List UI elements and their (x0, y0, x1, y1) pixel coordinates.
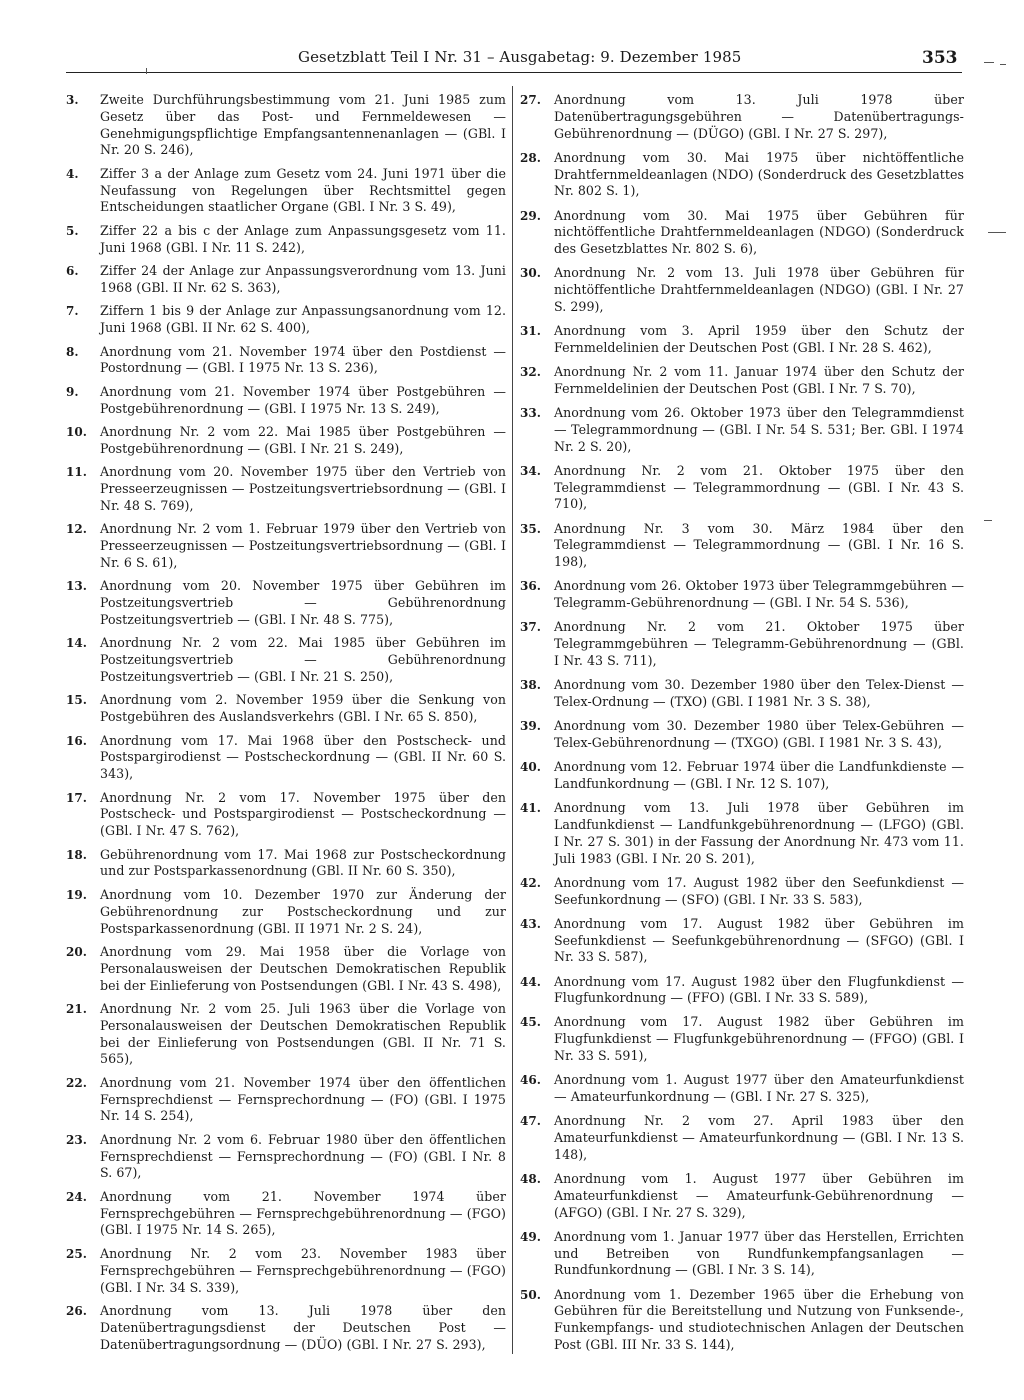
list-item (520, 759, 964, 793)
list-item (66, 424, 506, 458)
item-text: Anordnung vom 29. Mai 1958 über die Vorlage von Personalausweisen der Deutschen Demokratischen Republik bei der Einlieferung von Postsendungen (GBl. I Nr. 43 S. 498), (100, 943, 506, 993)
list-item (520, 1113, 964, 1163)
column-divider (512, 86, 513, 1354)
item-text: Anordnung Nr. 2 vom 22. Mai 1985 über Postgebühren — Postgebührenordnung — (GBl. I Nr. 21 S. 249), (100, 424, 506, 456)
page-header (0, 48, 1024, 72)
item-text: Anordnung vom 30. Dezember 1980 über Telex-Gebühren — Telex-Gebührenordnung — (TXGO) (GBl. I 1981 Nr. 3 S. 43), (554, 718, 964, 750)
list-item (520, 1171, 964, 1221)
list-item (66, 692, 506, 726)
list-item (520, 265, 964, 315)
item-number: 34. (520, 463, 541, 478)
item-number: 4. (66, 166, 79, 181)
item-text: Anordnung vom 21. November 1974 über Postgebühren — Postgebührenordnung — (GBl. I 1975 Nr. 13 S. 249), (100, 383, 506, 416)
item-number: 22. (66, 1075, 87, 1090)
item-number: 3. (66, 93, 79, 107)
item-text: Anordnung vom 17. Mai 1968 über den Postscheck- und Postspargirodienst — Postscheckordnung — (GBl. II Nr. 60 S. 343), (100, 732, 506, 782)
list-item (66, 635, 506, 685)
item-number: 12. (66, 522, 87, 537)
item-number: 26. (66, 1303, 87, 1318)
list-item (66, 303, 506, 337)
item-text: Anordnung Nr. 2 vom 21. Oktober 1975 über Telegrammgebühren — Telegramm-Gebührenordnung — (GBl. I Nr. 43 S. 711), (554, 619, 964, 669)
list-item (520, 875, 964, 909)
item-text: Anordnung Nr. 2 vom 1. Februar 1979 über den Vertrieb von Presseerzeugnissen — Postzeitungsvertriebsordnung — (GBl. I Nr. 6 S. 61), (100, 521, 506, 570)
item-text: Anordnung vom 30. Dezember 1980 über den Telex-Dienst — Telex-Ordnung — (TXO) (GBl. I 1981 Nr. 3 S. 38), (554, 677, 964, 709)
item-text: Anordnung Nr. 2 vom 25. Juli 1963 über die Vorlage von Personalausweisen der Deutschen Demokratischen Republik bei der Einlieferung von Postsendungen (GBl. II Nr. 71 S. 565), (100, 1000, 506, 1067)
item-text: Anordnung vom 12. Februar 1974 über die Landfunkdienste — Landfunkordnung — (GBl. I Nr. 12 S. 107), (554, 759, 964, 791)
item-text: Anordnung vom 2. November 1959 über die Senkung von Postgebühren des Auslandsverkehrs (GBl. I Nr. 65 S. 850), (100, 692, 506, 725)
item-text: Anordnung vom 30. Mai 1975 über Gebühren für nichtöffentliche Drahtfernmeldeanlagen (NDGO) (Sonderdruck des Gesetzblattes Nr. 802 S. 6), (554, 207, 964, 257)
list-item (520, 405, 964, 455)
item-number: 8. (66, 344, 79, 359)
list-item (520, 521, 964, 571)
item-text: Gebührenordnung vom 17. Mai 1968 zur Postscheckordnung und zur Postsparkassenordnung (GBl. II Nr. 60 S. 350), (100, 846, 506, 879)
item-text: Anordnung vom 17. August 1982 über Gebühren im Flugfunkdienst — Flugfunkgebührenordnung — (FFGO) (GBl. I Nr. 33 S. 591), (554, 1014, 964, 1064)
list-item (66, 1246, 506, 1296)
item-text: Anordnung vom 26. Oktober 1973 über Telegrammgebühren — Telegramm-Gebührenordnung — (GBl. I Nr. 54 S. 536), (554, 578, 964, 611)
list-item (66, 166, 506, 216)
item-number: 28. (520, 150, 541, 165)
list-item (66, 1132, 506, 1182)
list-item (66, 944, 506, 994)
list-item (520, 677, 964, 711)
list-item (520, 92, 964, 142)
list-item (520, 323, 964, 357)
list-item (520, 364, 964, 398)
item-text: Anordnung Nr. 2 vom 11. Januar 1974 über den Schutz der Fernmeldelinien der Deutschen Post (GBl. I Nr. 7 S. 70), (554, 364, 964, 396)
item-number: 18. (66, 847, 87, 862)
item-text: Anordnung vom 10. Dezember 1970 zur Änderung der Gebührenordnung zur Postscheckordnung und zur Postsparkassenordnung (GBl. II 1971 Nr. 2 S. 24), (100, 886, 506, 936)
item-number: 9. (66, 384, 79, 399)
item-number: 6. (66, 264, 79, 279)
header-title: Gesetzblatt Teil I Nr. 31 – Ausgabetag: 9. Dezember 1985 (298, 48, 742, 66)
item-number: 17. (66, 790, 87, 805)
list-item (520, 1287, 964, 1354)
item-text: Anordnung Nr. 2 vom 13. Juli 1978 über Gebühren für nichtöffentliche Drahtfernmeldeanlagen (NDGO) (GBl. I Nr. 27 S. 299), (554, 265, 964, 314)
list-item (66, 92, 506, 159)
item-text: Anordnung vom 21. November 1974 über den öffentlichen Fernsprechdienst — Fernsprechordnung — (FO) (GBl. I 1975 Nr. 14 S. 254), (100, 1074, 506, 1124)
item-text: Anordnung vom 30. Mai 1975 über nichtöffentliche Drahtfernmeldeanlagen (NDO) (Sonderdruck des Gesetzblattes Nr. 802 S. 1), (554, 149, 964, 199)
list-item (66, 790, 506, 840)
item-number: 21. (66, 1001, 87, 1016)
item-number: 41. (520, 801, 541, 816)
item-text: Ziffer 22 a bis c der Anlage zum Anpassungsgesetz vom 11. Juni 1968 (GBl. I Nr. 11 S. 242), (100, 222, 506, 255)
item-number: 29. (520, 208, 541, 223)
list-item (66, 847, 506, 881)
item-text: Anordnung vom 21. November 1974 über Fernsprechgebühren — Fernsprechgebührenordnung — (FGO) (GBl. I 1975 Nr. 14 S. 265), (100, 1188, 506, 1238)
item-number: 11. (66, 465, 87, 480)
item-number: 7. (66, 304, 79, 319)
item-text: Anordnung vom 3. April 1959 über den Schutz der Fernmeldelinien der Deutschen Post (GBl. I Nr. 28 S. 462), (554, 323, 964, 355)
item-text: Anordnung Nr. 2 vom 21. Oktober 1975 über den Telegrammdienst — Telegrammordnung — (GBl. I Nr. 43 S. 710), (554, 462, 964, 512)
item-text: Anordnung Nr. 2 vom 6. Februar 1980 über den öffentlichen Fernsprechdienst — Fernsprechordnung — (FO) (GBl. I Nr. 8 S. 67), (100, 1131, 506, 1181)
item-text: Anordnung vom 1. Dezember 1965 über die Erhebung von Gebühren für die Bereitstellung und Nutzung von Funksende-, Funkempfangs- und studiotechnischen Anlagen der Deutschen Post (GBl. III Nr. 33 S. 144), (554, 1286, 964, 1352)
item-text: Anordnung vom 1. Januar 1977 über das Herstellen, Errichten und Betreiben von Rundfunkempfangsanlagen — Rundfunkordnung — (GBl. I Nr. 3 S. 14), (554, 1228, 964, 1278)
item-number: 40. (520, 760, 541, 775)
item-number: 33. (520, 406, 541, 421)
item-text: Anordnung Nr. 2 vom 17. November 1975 über den Postscheck- und Postspargirodienst — Postscheckordnung — (GBl. I Nr. 47 S. 762), (100, 789, 506, 839)
item-number: 15. (66, 693, 87, 708)
item-number: 23. (66, 1132, 87, 1147)
item-number: 46. (520, 1073, 541, 1088)
item-number: 25. (66, 1246, 87, 1261)
page-number: 353 (922, 48, 958, 68)
item-number: 19. (66, 887, 87, 902)
item-text: Anordnung vom 13. Juli 1978 über Gebühren im Landfunkdienst — Landfunkgebührenordnung — (LFGO) (GBl. I Nr. 27 S. 301) in der Fassung der Anordnung Nr. 473 vom 11. Juli 1983 (GBl. I Nr. 20 S. 201), (554, 800, 964, 866)
item-number: 49. (520, 1229, 541, 1244)
item-text: Anordnung Nr. 2 vom 23. November 1983 über Fernsprechgebühren — Fernsprechgebührenordnung — (FGO) (GBl. I Nr. 34 S. 339), (100, 1245, 506, 1295)
item-number: 27. (520, 93, 541, 107)
item-text: Anordnung vom 20. November 1975 über den Vertrieb von Presseerzeugnissen — Postzeitungsvertriebsordnung — (GBl. I Nr. 48 S. 769), (100, 464, 506, 513)
item-number: 24. (66, 1189, 87, 1204)
list-item (66, 223, 506, 257)
item-text: Anordnung Nr. 2 vom 27. April 1983 über den Amateurfunkdienst — Amateurfunkordnung — (GBl. I Nr. 13 S. 148), (554, 1113, 964, 1162)
list-item (66, 521, 506, 571)
item-text: Anordnung vom 26. Oktober 1973 über den Telegrammdienst — Telegrammordnung — (GBl. I Nr. 54 S. 531; Ber. GBl. I 1974 Nr. 2 S. 20), (554, 405, 964, 454)
item-text: Anordnung vom 13. Juli 1978 über den Datenübertragungsdienst der Deutschen Post — Datenübertragungsordnung — (DÜO) (GBl. I Nr. 27 S. 293), (100, 1302, 506, 1352)
item-number: 14. (66, 636, 87, 651)
item-number: 20. (66, 944, 87, 959)
item-number: 39. (520, 719, 541, 734)
list-item (520, 916, 964, 966)
item-number: 43. (520, 916, 541, 931)
list-item (520, 800, 964, 867)
list-item (520, 463, 964, 513)
item-number: 42. (520, 875, 541, 890)
list-item (66, 344, 506, 378)
list-item (66, 384, 506, 418)
item-text: Anordnung vom 17. August 1982 über den Seefunkdienst — Seefunkordnung — (SFO) (GBl. I Nr. 33 S. 583), (554, 874, 964, 907)
list-item (520, 578, 964, 612)
item-text: Anordnung Nr. 3 vom 30. März 1984 über den Telegrammdienst — Telegrammordnung — (GBl. I Nr. 16 S. 198), (554, 520, 964, 570)
item-number: 35. (520, 521, 541, 536)
list-item (66, 1075, 506, 1125)
list-item (66, 263, 506, 297)
list-item (520, 619, 964, 669)
list-item (66, 1001, 506, 1068)
item-number: 44. (520, 974, 541, 989)
item-number: 32. (520, 365, 541, 380)
item-number: 48. (520, 1172, 541, 1187)
list-item (520, 208, 964, 258)
item-text: Ziffer 3 a der Anlage zum Gesetz vom 24. Juni 1971 über die Neufassung von Regelungen über Rechtsmittel gegen Entscheidungen staatlicher Organe (GBl. I Nr. 3 S. 49), (100, 165, 506, 215)
item-number: 5. (66, 223, 79, 238)
item-text: Anordnung vom 1. August 1977 über Gebühren im Amateurfunkdienst — Amateurfunk-Gebührenordnung — (AFGO) (GBl. I Nr. 27 S. 329), (554, 1171, 964, 1220)
list-item (520, 1014, 964, 1064)
header-rule (66, 72, 962, 73)
list-item (66, 578, 506, 628)
item-number: 47. (520, 1114, 541, 1129)
item-number: 10. (66, 425, 87, 440)
list-item (66, 1189, 506, 1239)
item-number: 50. (520, 1287, 541, 1302)
item-text: Anordnung Nr. 2 vom 22. Mai 1985 über Gebühren im Postzeitungsvertrieb — Gebührenordnung Postzeitungsvertrieb — (GBl. I Nr. 21 S. 250), (100, 635, 506, 684)
left-column (66, 92, 506, 1353)
item-number: 16. (66, 733, 87, 748)
item-number: 38. (520, 678, 541, 693)
item-text: Anordnung vom 1. August 1977 über den Amateurfunkdienst — Amateurfunkordnung — (GBl. I Nr. 27 S. 325), (554, 1072, 964, 1105)
item-text: Ziffer 24 der Anlage zur Anpassungsverordnung vom 13. Juni 1968 (GBl. II Nr. 62 S. 363), (100, 263, 506, 295)
item-text: Anordnung vom 17. August 1982 über Gebühren im Seefunkdienst — Seefunkgebührenordnung — (SFGO) (GBl. I Nr. 33 S. 587), (554, 915, 964, 965)
item-number: 37. (520, 620, 541, 635)
item-text: Anordnung vom 17. August 1982 über den Flugfunkdienst — Flugfunkordnung — (FFO) (GBl. I Nr. 33 S. 589), (554, 973, 964, 1006)
item-text: Zweite Durchführungsbestimmung vom 21. Juni 1985 zum Gesetz über das Post- und Fernmeldewesen — Genehmigungspflichtige Empfangsantennenanlagen — (GBl. I Nr. 20 S. 246), (100, 92, 506, 158)
item-number: 45. (520, 1015, 541, 1030)
item-text: Anordnung vom 13. Juli 1978 über Datenübertragungsgebühren — Datenübertragungs-Gebührenordnung — (DÜGO) (GBl. I Nr. 27 S. 297), (554, 92, 964, 141)
list-item (66, 887, 506, 937)
item-text: Anordnung vom 20. November 1975 über Gebühren im Postzeitungsvertrieb — Gebührenordnung Postzeitungsvertrieb — (GBl. I Nr. 48 S. 775), (100, 578, 506, 627)
list-item (520, 974, 964, 1008)
right-column (520, 92, 964, 1354)
item-number: 30. (520, 266, 541, 281)
list-item (520, 718, 964, 752)
list-item (66, 733, 506, 783)
item-text: Ziffern 1 bis 9 der Anlage zur Anpassungsanordnung vom 12. Juni 1968 (GBl. II Nr. 62 S. 400), (100, 303, 506, 336)
list-item (66, 1303, 506, 1353)
list-item (520, 150, 964, 200)
list-item (520, 1072, 964, 1106)
item-number: 36. (520, 579, 541, 594)
list-item (520, 1229, 964, 1279)
item-text: Anordnung vom 21. November 1974 über den Postdienst — Postordnung — (GBl. I 1975 Nr. 13 S. 236), (100, 343, 506, 376)
item-number: 13. (66, 579, 87, 594)
list-item (66, 464, 506, 514)
item-number: 31. (520, 324, 541, 339)
